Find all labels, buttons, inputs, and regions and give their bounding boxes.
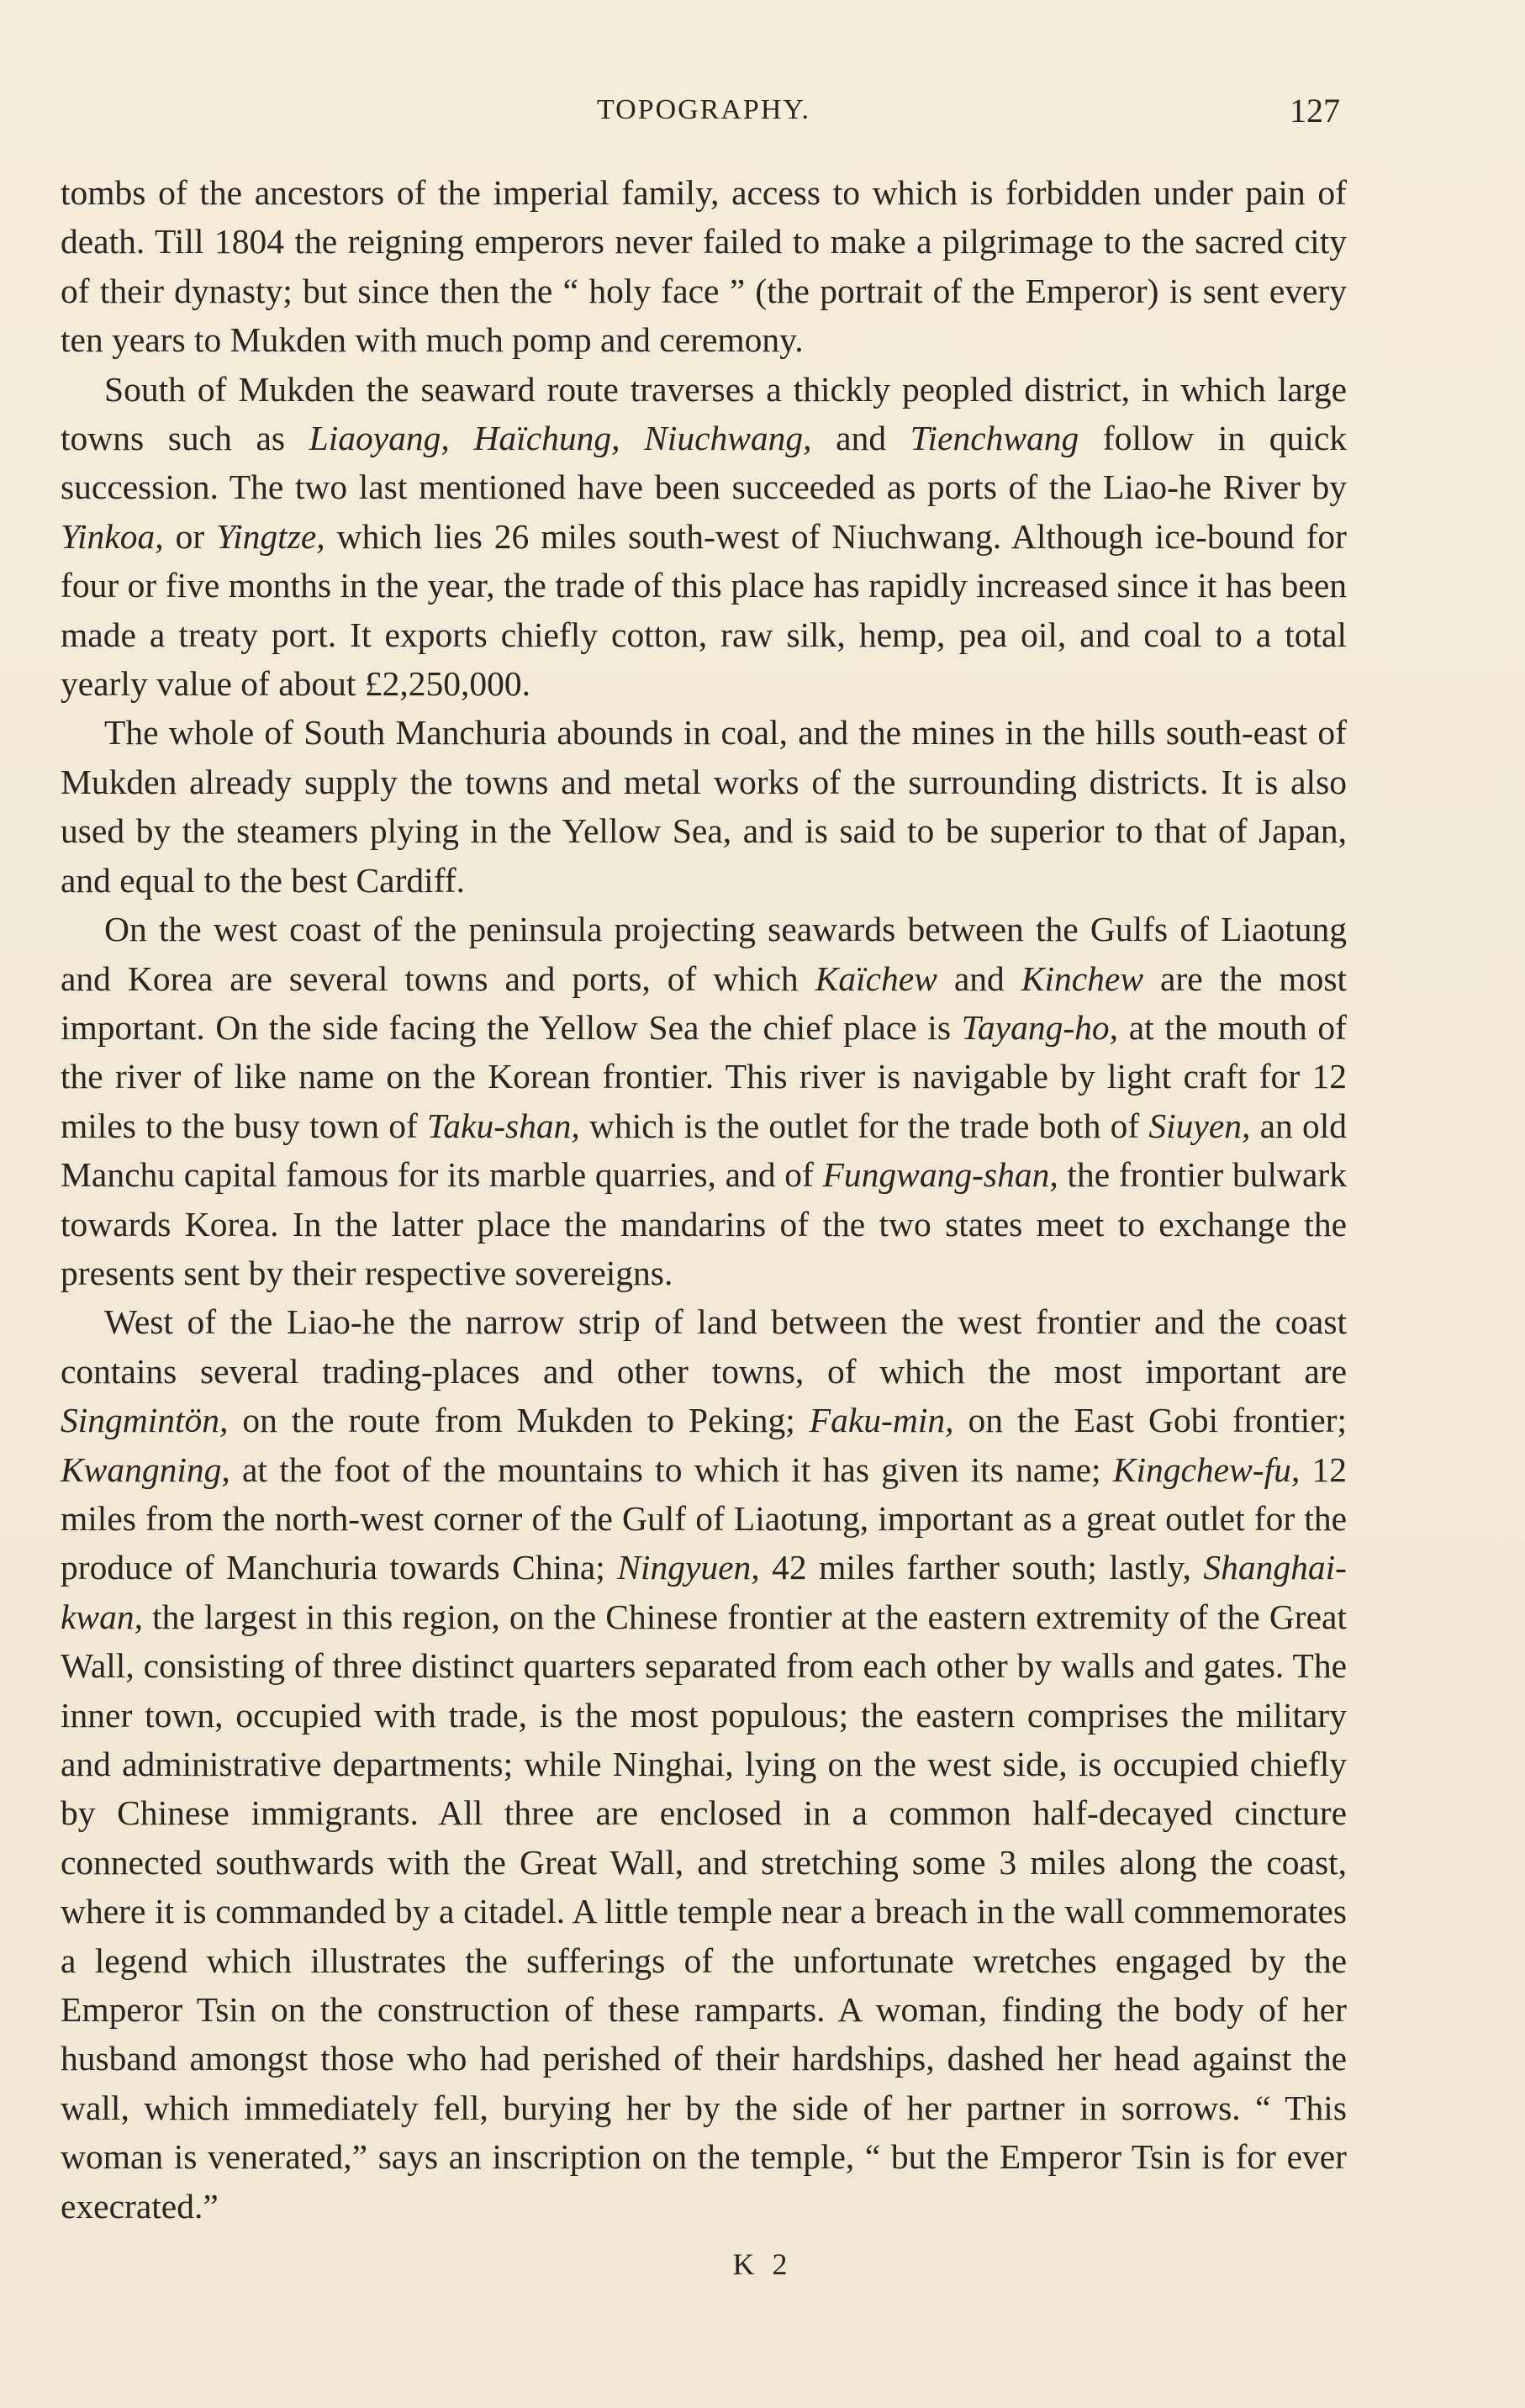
text-run: are the most important. On the side facing the Yellow Sea the chief place is (61, 958, 1348, 1047)
text-run: on the route from Mukden to Peking; (228, 1401, 810, 1440)
place-name: Niuchwang, (644, 419, 812, 458)
page-number: 127 (1290, 92, 1340, 129)
paragraph (61, 365, 1347, 709)
text-run (620, 419, 644, 457)
text-run: and (937, 958, 1021, 998)
paragraph (61, 1297, 1347, 2231)
text-run: South of Mukden the seaward route traverses a thickly peopled district, in which large towns such as (61, 369, 1347, 458)
text-run: 42 miles farther south; lastly, (759, 1548, 1204, 1587)
text-run: or (163, 516, 217, 556)
place-name: Liaoyang, (309, 419, 450, 458)
text-run: 12 miles from the north-west corner of the Gulf of Liaotung, important as a great outlet for the produce of Manchuria towards China; (61, 1450, 1347, 1587)
text-run: West of the Liao-he the narrow strip of land between the west frontier and the coast contains several trading-places and other towns, of which the most important are (61, 1302, 1347, 1391)
place-name: Yingtze, (216, 516, 325, 556)
place-name: Siuyen, (1148, 1106, 1251, 1145)
place-name: Tayang-ho, (961, 1007, 1119, 1047)
text-run: at the foot of the mountains to which it has given its name; (230, 1450, 1113, 1489)
place-name: Shanghai-kwan, (61, 1548, 1347, 1636)
place-name: Kaïchew (815, 958, 937, 998)
text-run: and (811, 419, 910, 458)
place-name: Kingchew-fu, (1112, 1450, 1301, 1489)
text-run (450, 419, 474, 457)
running-title: TOPOGRAPHY. (596, 94, 811, 125)
place-name: Singmintön, (61, 1401, 229, 1440)
place-name: Kwangning, (61, 1450, 230, 1489)
place-name: Faku-min, (809, 1401, 954, 1440)
place-name: Yinkoa, (61, 516, 164, 556)
text-run: On the west coast of the peninsula projecting seawards between the Gulfs of Liaotung and Korea are several towns and ports, of which (61, 910, 1347, 998)
text-run: the frontier bulwark towards Korea. In the latter place the mandarins of the two states meet to exchange the presents sent by their respective sovereigns. (61, 1155, 1347, 1292)
paragraph (61, 708, 1347, 905)
text-run: which lies 26 miles south-west of Niuchwang. Although ice-bound for four or five months in the year, the trade of this place has rapidly increased since it has been made a treaty port. It exports chiefly cotton, raw silk, hemp, pea oil, and coal to a total yearly value of about £2,250,000. (61, 516, 1347, 704)
text-run: at the mouth of the river of like name on the Korean frontier. This river is navigable by light craft for 12 miles to the busy town of (61, 1007, 1347, 1145)
text-run: which is the outlet for the trade both of (579, 1106, 1149, 1145)
signature-mark: K 2 (732, 2247, 793, 2281)
text-run: The whole of South Manchuria abounds in coal, and the mines in the hills south-east of Mukden already supply the towns and metal works of the surrounding districts. It is also used by the steamers plying in the Yellow Sea, and is said to be superior to that of Japan, and equal to the best Cardiff. (61, 713, 1347, 900)
text-run: the largest in this region, on the Chinese frontier at the eastern extremity of the Great Wall, consisting of three distinct quarters separated from each other by walls and gates. The inner town, occupied with trade, is the most populous; the eastern comprises the military and administrative departments; while Ninghai, lying on the west side, is occupied chiefly by Chinese immigrants. All three are enclosed in a common half-decayed cincture connected southwards with the Great Wall, and stretching some 3 miles along the coast, where it is commanded by a citadel. A little temple near a breach in the wall commemorates a legend which illustrates the sufferings of the unfortunate wretches engaged by the Emperor Tsin on the construction of these ramparts. A woman, finding the body of her husband amongst those who had perished of their hardships, dashed her head against the wall, which immediately fell, burying her by the side of her partner in sorrows. “ This woman is venerated,” says an inscription on the temple, “ but the Emperor Tsin is for ever execrated.” (61, 1597, 1347, 2226)
running-head (61, 91, 1347, 133)
body-text (61, 168, 1347, 2231)
paragraph (61, 168, 1347, 365)
place-name: Tienchwang (910, 419, 1079, 458)
text-run: tombs of the ancestors of the imperial family, access to which is forbidden under pain of death. Till 1804 the reigning emperors never failed to make a pilgrimage to the sacred city of their dynasty; but since then the “ holy face ” (the portrait of the Emperor) is sent every ten years to Mukden with much pomp and ceremony. (61, 173, 1347, 360)
place-name: Fungwang-shan, (822, 1155, 1058, 1195)
text-run: an old Manchu capital famous for its marble quarries, and of (61, 1106, 1347, 1195)
text-run: on the East Gobi frontier; (953, 1401, 1347, 1440)
place-name: Taku-shan, (427, 1106, 580, 1145)
place-name: Ningyuen, (617, 1548, 760, 1587)
place-name: Haïchung, (473, 419, 620, 458)
text-run: follow in quick succession. The two last mentioned have been succeeded as ports of the Liao-he River by (61, 419, 1348, 507)
paragraph (61, 905, 1347, 1297)
place-name: Kinchew (1021, 958, 1144, 998)
